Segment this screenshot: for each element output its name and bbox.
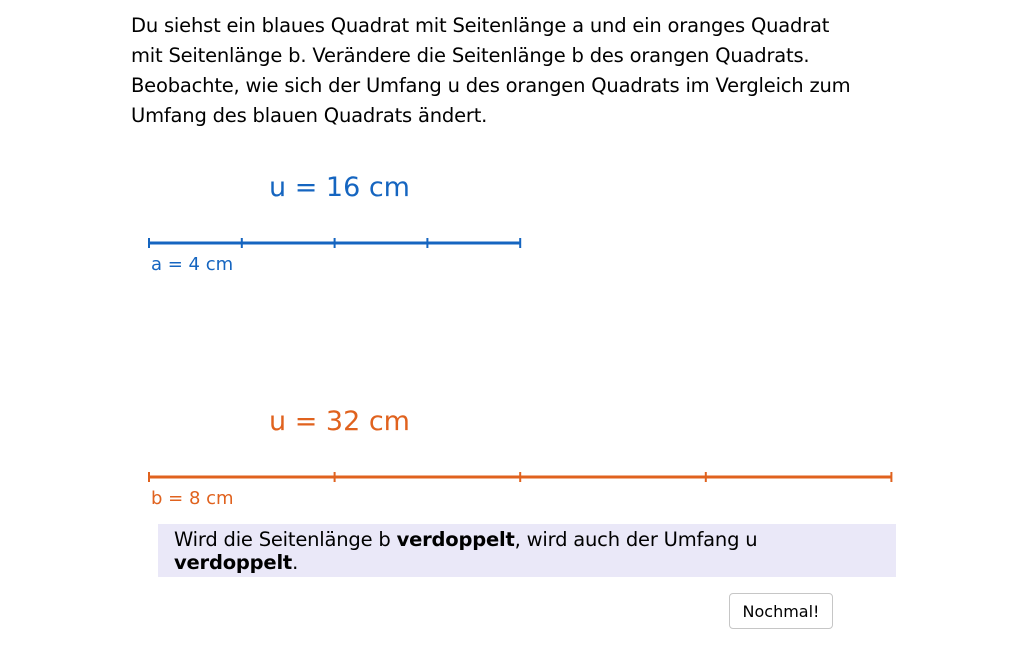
result-bold-2: verdoppelt bbox=[174, 550, 293, 574]
blue-perimeter-label: u = 16 cm bbox=[269, 172, 410, 203]
result-text: Wird die Seitenlänge b verdoppelt, wird auch der Umfang u verdoppelt. bbox=[174, 527, 758, 574]
orange-side-label: b = 8 cm bbox=[151, 488, 234, 509]
result-bold-1: verdoppelt bbox=[396, 527, 515, 551]
task-description: Du siehst ein blaues Quadrat mit Seitenlänge a und ein oranges Quadrat mit Seitenlänge b. Verändere die Seitenlänge b des orangen Quadrats. Beobachte, wie sich der Umfang u des orangen Quadrats im Vergleich zum Umfang des blauen Quadrats ändert. bbox=[131, 14, 851, 127]
result-box bbox=[158, 524, 896, 577]
again-button[interactable]: Nochmal! bbox=[729, 593, 833, 629]
blue-perimeter-line bbox=[149, 238, 520, 248]
orange-perimeter-label: u = 32 cm bbox=[269, 406, 410, 437]
blue-side-label: a = 4 cm bbox=[151, 254, 234, 275]
orange-perimeter-line bbox=[149, 472, 891, 482]
